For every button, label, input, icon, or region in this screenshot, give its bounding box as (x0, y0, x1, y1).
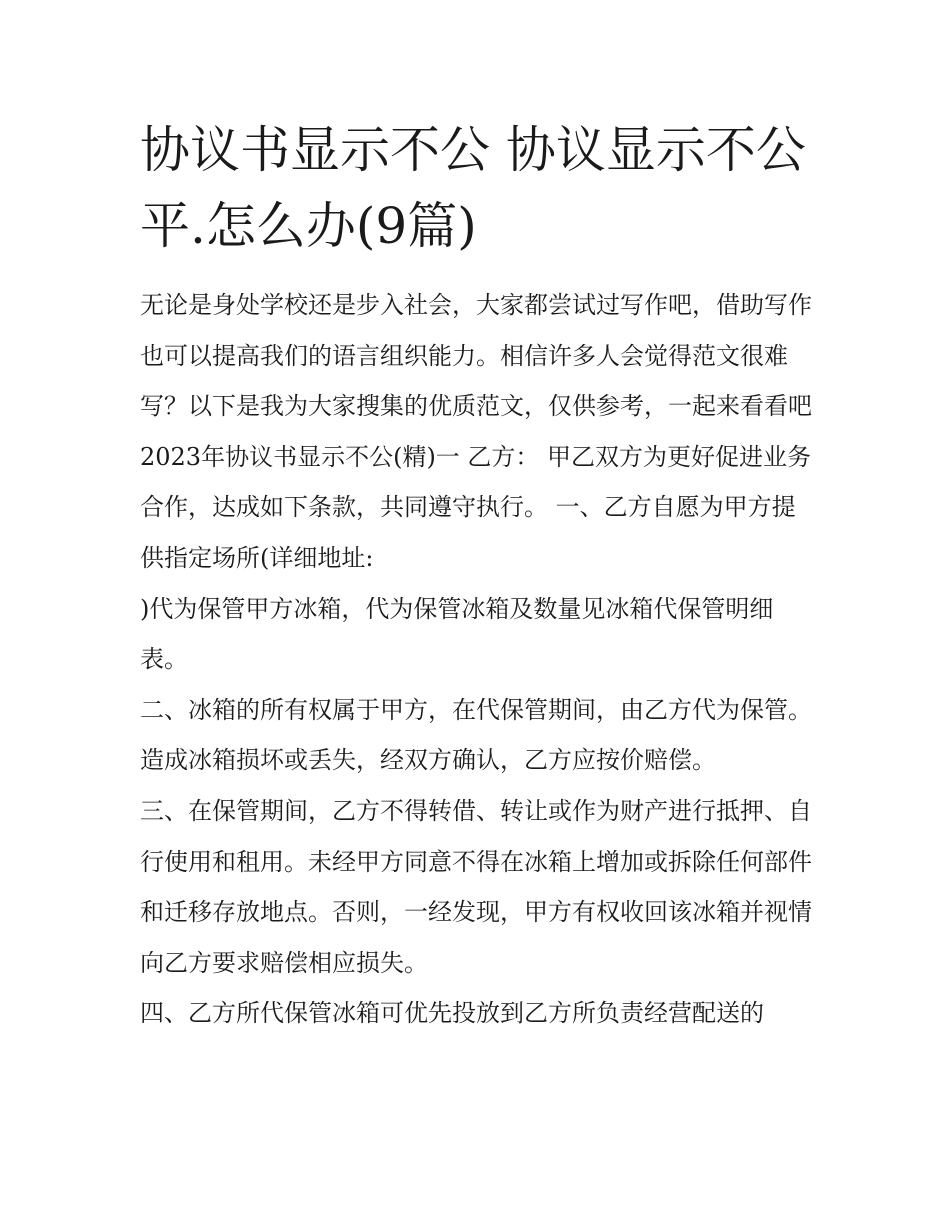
paragraph-intro: 无论是身处学校还是步入社会，大家都尝试过写作吧，借助写作也可以提高我们的语言组织能力。相信许多人会觉得范文很难写？以下是我为大家搜集的优质范文，仅供参考，一起来看看吧 (140, 291, 812, 421)
paragraph-clause-2: 二、冰箱的所有权属于甲方，在代保管期间，由乙方代为保管。造成冰箱损坏或丢失，经双方确认，乙方应按价赔偿。 (140, 695, 812, 775)
paragraph-custody-detail: )代为保管甲方冰箱，代为保管冰箱及数量见冰箱代保管明细表。 (140, 594, 774, 674)
paragraph-agreement-opening: 2023年协议书显示不公(精)一 乙方： 甲乙双方为更好促进业务合作，达成如下条款，共同遵守执行。 一、乙方自愿为甲方提供指定场所(详细地址: (140, 442, 812, 572)
paragraph-clause-3: 三、在保管期间，乙方不得转借、转让或作为财产进行抵押、自行使用和租用。未经甲方同意不得在冰箱上增加或拆除任何部件和迁移存放地点。否则，一经发现，甲方有权收回该冰箱并视情向乙方要求赔偿相应损失。 (140, 796, 812, 977)
paragraph-clause-4: 四、乙方所代保管冰箱可优先投放到乙方所负责经营配送的 (140, 999, 764, 1028)
document-body (140, 280, 812, 1039)
document-title: 协议书显示不公 协议显示不公平.怎么办(9篇) (140, 121, 806, 255)
